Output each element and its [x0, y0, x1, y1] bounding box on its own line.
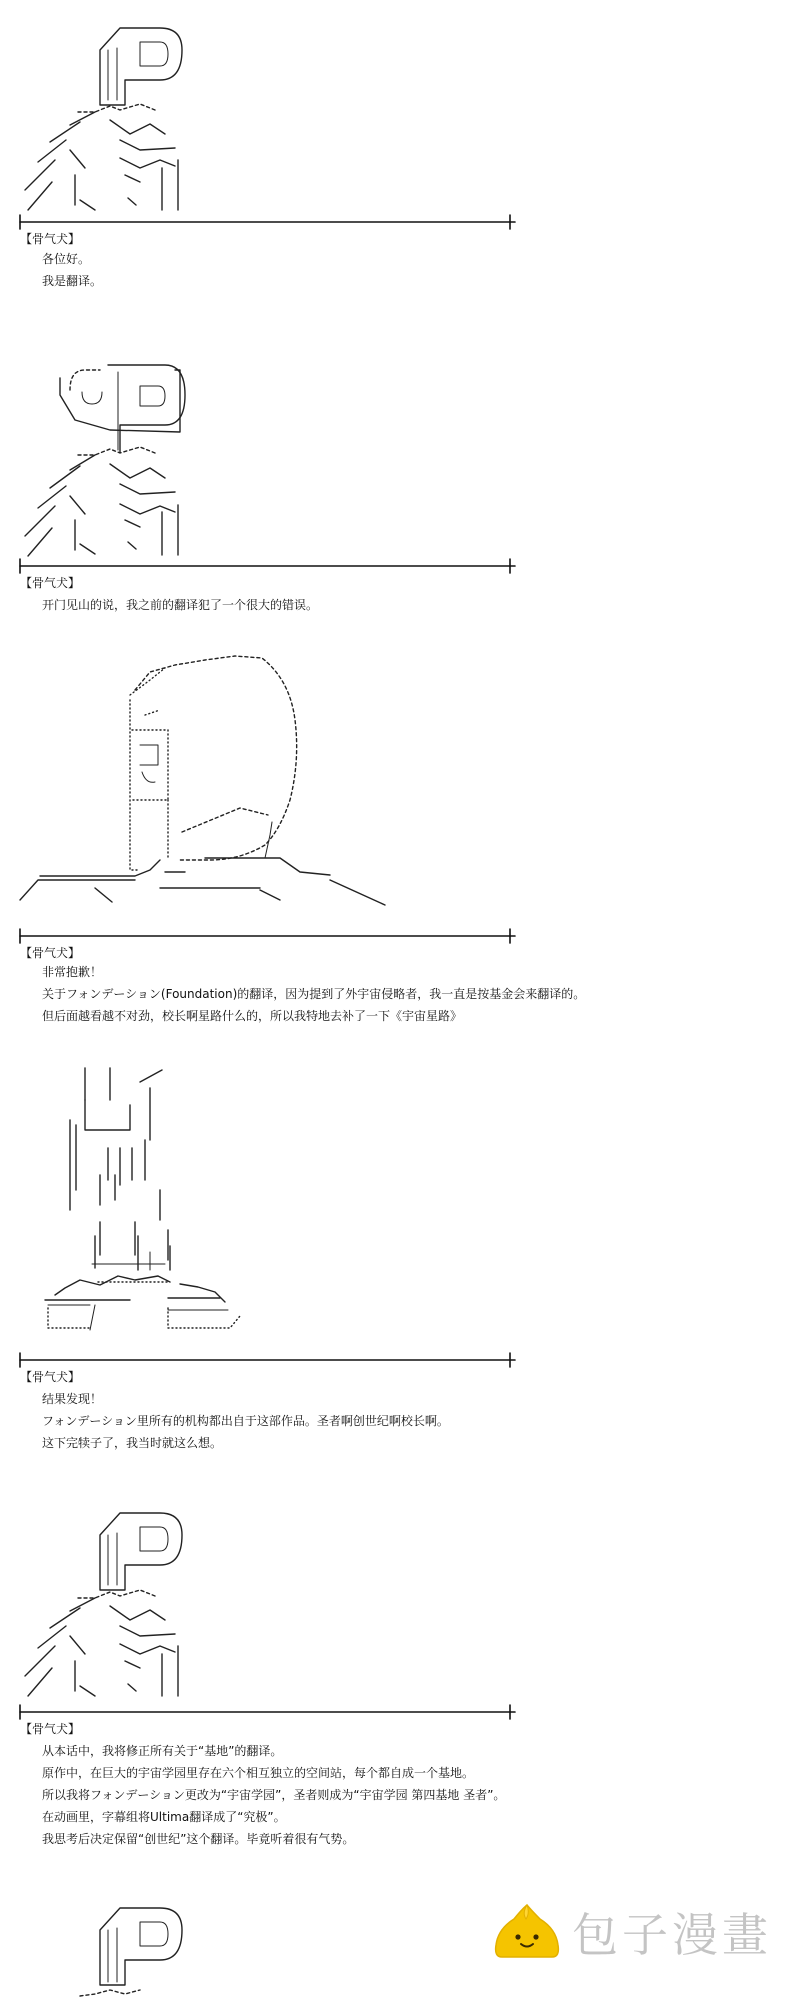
dialogue-line: 结果发现！: [42, 1392, 103, 1406]
panel-4-figure: [20, 1068, 515, 1367]
panel-5-figure: [20, 1513, 515, 1719]
dialogue-line: 所以我将フォンデーション更改为“宇宙学园”，圣者则成为“宇宙学园 第四基地 圣者”。: [42, 1788, 506, 1802]
speaker-label: 【骨气犬】: [20, 576, 81, 590]
speaker-label: 【骨气犬】: [20, 946, 81, 960]
panel-1-figure: [20, 28, 515, 229]
dialogue-line: 这下完犊子了，我当时就这么想。: [42, 1436, 223, 1450]
dialogue-line: 我思考后决定保留“创世纪”这个翻译。毕竟听着很有气势。: [42, 1832, 355, 1846]
steamed-bun-icon: [492, 1899, 562, 1965]
dialogue-line: 关于フォンデーション(Foundation)的翻译，因为提到了外宇宙侵略者，我一直是按基金会来翻译的。: [42, 987, 586, 1001]
dialogue-line: 开门见山的说，我之前的翻译犯了一个很大的错误。: [42, 598, 319, 612]
speaker-label: 【骨气犬】: [20, 1370, 81, 1384]
panel-2-figure: [20, 365, 515, 573]
panel-6-figure: [80, 1908, 182, 1996]
dialogue-line: 从本话中，我将修正所有关于“基地”的翻译。: [42, 1744, 283, 1758]
dialogue-line: フォンデーション里所有的机构都出自于这部作品。圣者啊创世纪啊校长啊。: [42, 1414, 449, 1428]
panel-3-figure: [20, 656, 515, 943]
dialogue-line: 在动画里，字幕组将Ultima翻译成了“究极”。: [42, 1810, 286, 1824]
dialogue-line: 非常抱歉！: [42, 965, 103, 979]
dialogue-line: 我是翻译。: [42, 274, 103, 288]
watermark-text: 包子漫畫: [572, 1908, 772, 1962]
watermark: [492, 1896, 772, 1968]
dialogue-line: 各位好。: [42, 252, 91, 266]
dialogue-line: 原作中，在巨大的宇宙学园里存在六个相互独立的空间站，每个都自成一个基地。: [42, 1766, 475, 1780]
dialogue-line: 但后面越看越不对劲，校长啊星路什么的，所以我特地去补了一下《宇宙星路》: [42, 1009, 463, 1023]
speaker-label: 【骨气犬】: [20, 232, 81, 246]
speaker-label: 【骨气犬】: [20, 1722, 81, 1736]
